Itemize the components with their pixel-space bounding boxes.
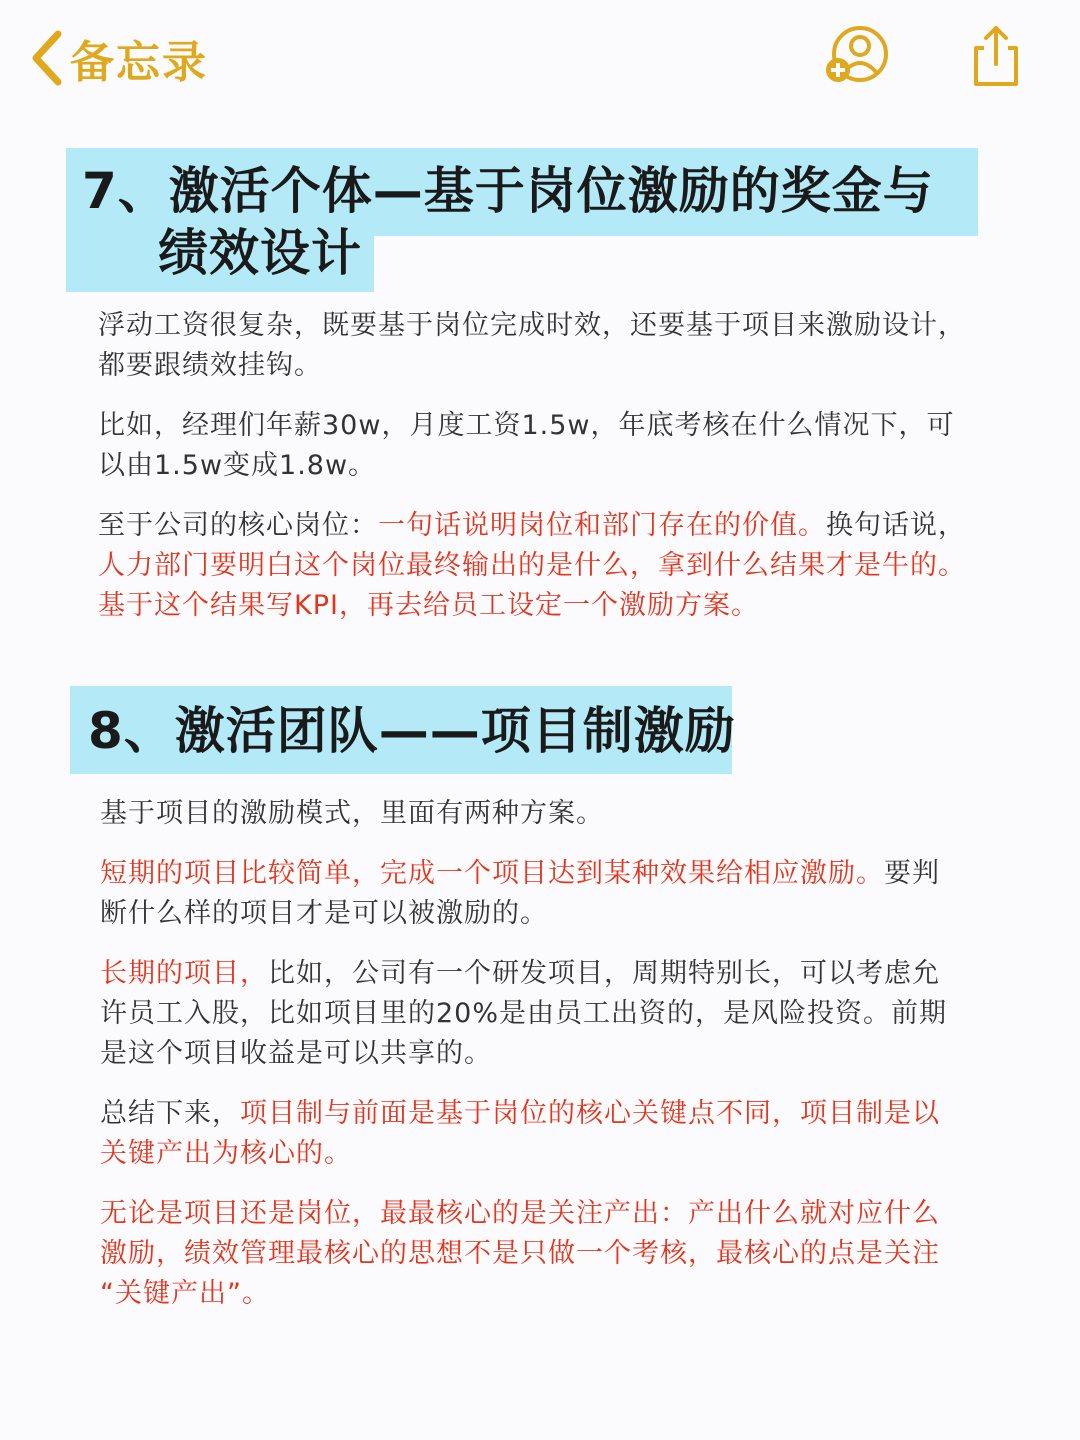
back-label: 备忘录 [70, 37, 208, 88]
section-8-title: 8、激活团队——项目制激励 [88, 702, 736, 760]
paragraph: 长期的项目，比如，公司有一个研发项目，周期特别长，可以考虑允 许员工入股，比如项目里的20%是由员工出资的，是风险投资。前期 是这个项目收益是可以共享的。 [100, 958, 948, 1069]
chevron-left-icon [28, 28, 64, 88]
paragraph: 比如，经理们年薪30w，月度工资1.5w，年底考核在什么情况下，可 以由1.5w变成1.8w。 [98, 410, 955, 481]
section-7-title-line-1: 7、激活个体—基于岗位激励的奖金与 [82, 162, 934, 220]
paragraph: 总结下来，项目制与前面是基于岗位的核心关键点不同，项目制是以 关键产出为核心的。 [100, 1098, 940, 1169]
share-icon [966, 24, 1026, 90]
back-button[interactable] [28, 26, 208, 90]
paragraph: 基于项目的激励模式，里面有两种方案。 [100, 798, 604, 829]
add-collaborator-button[interactable] [820, 24, 896, 92]
paragraph: 浮动工资很复杂，既要基于岗位完成时效，还要基于项目来激励设计， 都要跟绩效挂钩。 [98, 310, 966, 381]
paragraph: 至于公司的核心岗位：一句话说明岗位和部门存在的价值。换句话说， 人力部门要明白这个岗位最终输出的是什么，拿到什么结果才是牛的。 基于这个结果写KPI，再去给员工设定一个激励方案。 [98, 510, 966, 621]
share-button[interactable] [966, 24, 1026, 94]
paragraph: 无论是项目还是岗位，最最核心的是关注产出：产出什么就对应什么 激励，绩效管理最核心的思想不是只做一个考核，最核心的点是关注 “关键产出”。 [100, 1198, 940, 1309]
add-person-icon [820, 24, 896, 88]
top-bar [0, 0, 1080, 120]
section-7-title-line-2: 绩效设计 [158, 224, 362, 282]
paragraph: 短期的项目比较简单，完成一个项目达到某种效果给相应激励。要判 断什么样的项目才是可以被激励的。 [100, 858, 940, 929]
